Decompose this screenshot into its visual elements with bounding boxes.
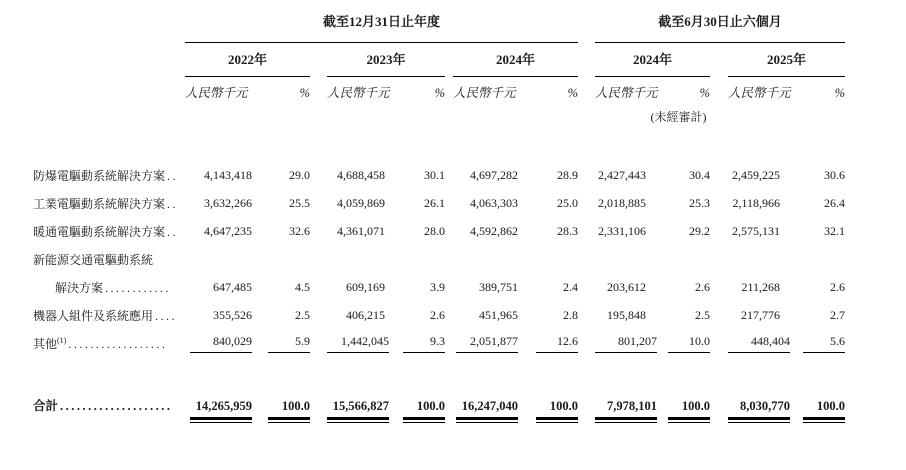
dot-leader: .................. bbox=[68, 336, 168, 351]
total-percent-cell: 100.0 bbox=[785, 397, 845, 423]
unit-percent-2024-interim: % bbox=[699, 86, 711, 100]
amount-cell: 448,404 bbox=[728, 329, 785, 357]
amount-cell: 2,459,225 bbox=[732, 167, 781, 182]
total-amount-cell: 14,265,959 bbox=[185, 397, 257, 423]
amount-cell: 2,575,131 bbox=[732, 223, 781, 238]
percent-cell: 3.9 bbox=[430, 279, 445, 294]
table-row-robotics bbox=[0, 301, 845, 329]
year-2025: 2025年 bbox=[728, 43, 845, 77]
amount-cell: 4,143,418 bbox=[204, 167, 252, 182]
amount-cell: 2,331,106 bbox=[598, 223, 647, 238]
table-row-new-energy-line1 bbox=[0, 245, 845, 273]
footnote-marker: (1) bbox=[57, 335, 67, 345]
percent-cell: 26.4 bbox=[824, 195, 846, 210]
amount-cell: 609,169 bbox=[346, 279, 385, 294]
total-amount-cell: 15,566,827 bbox=[327, 397, 390, 423]
percent-cell: 25.0 bbox=[557, 195, 579, 210]
dot-leader: ............ bbox=[105, 280, 172, 295]
amount-cell: 217,776 bbox=[741, 307, 781, 322]
total-percent-cell: 100.0 bbox=[390, 397, 445, 423]
amount-cell: 389,751 bbox=[479, 279, 518, 294]
year-2024: 2024年 bbox=[453, 43, 578, 77]
row-label: 暖通電驅動系統解決方案 .. bbox=[33, 224, 179, 239]
percent-cell: 2.6 bbox=[695, 279, 711, 294]
percent-cell: 2.7 bbox=[830, 307, 846, 322]
unit-amount-2024: 人民幣千元 bbox=[453, 86, 516, 100]
percent-cell: 28.9 bbox=[557, 167, 579, 182]
dot-leader: .. bbox=[167, 224, 179, 239]
percent-cell: 4.5 bbox=[295, 279, 310, 294]
table-row-explosion-proof bbox=[0, 161, 845, 189]
unit-percent-2025: % bbox=[834, 86, 846, 100]
percent-cell: 9.3 bbox=[390, 329, 445, 357]
year-2024-interim: 2024年 bbox=[595, 43, 710, 77]
row-label: 其他$^{(1)}$ .................. bbox=[33, 335, 168, 351]
amount-cell: 3,632,266 bbox=[204, 195, 252, 210]
dot-leader: .................... bbox=[60, 399, 173, 413]
unit-percent-2022: % bbox=[299, 86, 310, 100]
row-label: 機器人組件及系統應用 .... bbox=[33, 308, 178, 323]
percent-cell: 29.0 bbox=[289, 167, 310, 182]
unit-amount-2025: 人民幣千元 bbox=[728, 86, 791, 100]
percent-cell: 25.3 bbox=[689, 195, 711, 210]
unit-amount-2023: 人民幣千元 bbox=[327, 86, 390, 100]
percent-cell: 32.1 bbox=[824, 223, 846, 238]
percent-cell: 10.0 bbox=[651, 329, 710, 357]
amount-cell: 355,526 bbox=[213, 307, 252, 322]
amount-cell: 2,051,877 bbox=[453, 329, 523, 357]
total-percent-cell: 100.0 bbox=[651, 397, 710, 423]
amount-cell: 195,848 bbox=[607, 307, 647, 322]
amount-cell: 203,612 bbox=[607, 279, 647, 294]
amount-cell: 2,018,885 bbox=[598, 195, 647, 210]
percent-cell: 32.6 bbox=[289, 223, 310, 238]
unit-percent-2023: % bbox=[434, 86, 445, 100]
percent-cell: 26.1 bbox=[424, 195, 445, 210]
total-percent-cell: 100.0 bbox=[523, 397, 578, 423]
total-amount-cell: 16,247,040 bbox=[453, 397, 523, 423]
percent-cell: 2.5 bbox=[295, 307, 310, 322]
unaudited-note: (未經審計) bbox=[650, 110, 707, 124]
total-amount-cell: 8,030,770 bbox=[728, 397, 785, 423]
amount-cell: 4,688,458 bbox=[337, 167, 385, 182]
unaudited-note-row bbox=[0, 105, 845, 129]
amount-cell: 211,268 bbox=[741, 279, 781, 294]
amount-cell: 2,118,966 bbox=[732, 195, 781, 210]
unit-amount-2024-interim: 人民幣千元 bbox=[595, 86, 658, 100]
total-amount-cell: 7,978,101 bbox=[595, 397, 651, 423]
row-label: 新能源交通電驅動系統 bbox=[33, 252, 154, 267]
dot-leader: .. bbox=[167, 168, 179, 183]
unit-amount-2022: 人民幣千元 bbox=[185, 86, 248, 100]
dot-leader: .. bbox=[167, 196, 179, 211]
row-label: 工業電驅動系統解決方案 .. bbox=[33, 196, 179, 211]
total-label: 合計 .................... bbox=[33, 399, 173, 413]
percent-cell: 5.9 bbox=[257, 329, 310, 357]
unit-percent-2024: % bbox=[567, 86, 579, 100]
percent-cell: 2.6 bbox=[430, 307, 445, 322]
year-2023: 2023年 bbox=[327, 43, 445, 77]
table-row-hvac bbox=[0, 217, 845, 245]
period-header-annual: 截至12月31日止年度 bbox=[185, 0, 578, 43]
percent-cell: 2.4 bbox=[563, 279, 579, 294]
percent-cell: 2.8 bbox=[563, 307, 579, 322]
percent-cell: 30.4 bbox=[689, 167, 711, 182]
dot-leader: .... bbox=[155, 308, 178, 323]
row-label: 防爆電驅動系統解決方案 .. bbox=[33, 168, 179, 183]
unit-header-row bbox=[0, 77, 845, 106]
percent-cell: 5.6 bbox=[785, 329, 845, 357]
row-label: 解決方案 ............ bbox=[55, 280, 172, 295]
amount-cell: 2,427,443 bbox=[598, 167, 647, 182]
total-percent-cell: 100.0 bbox=[257, 397, 310, 423]
period-header-interim: 截至6月30日止六個月 bbox=[595, 0, 845, 43]
amount-cell: 4,697,282 bbox=[470, 167, 518, 182]
group-gap bbox=[578, 0, 595, 43]
table-row-industrial bbox=[0, 189, 845, 217]
amount-cell: 840,029 bbox=[185, 329, 257, 357]
table-row-total bbox=[0, 397, 845, 423]
table-row-others bbox=[0, 329, 845, 357]
amount-cell: 4,059,869 bbox=[337, 195, 385, 210]
percent-cell: 28.0 bbox=[424, 223, 445, 238]
percent-cell: 12.6 bbox=[523, 329, 578, 357]
pre-total-gap bbox=[0, 357, 845, 397]
amount-cell: 4,592,862 bbox=[470, 223, 518, 238]
percent-cell: 30.6 bbox=[824, 167, 846, 182]
year-2022: 2022年 bbox=[185, 43, 310, 77]
percent-cell: 29.2 bbox=[689, 223, 711, 238]
label-column-spacer bbox=[0, 0, 185, 43]
amount-cell: 4,647,235 bbox=[204, 223, 252, 238]
percent-cell: 2.5 bbox=[695, 307, 711, 322]
percent-cell: 2.6 bbox=[830, 279, 846, 294]
amount-cell: 647,485 bbox=[213, 279, 252, 294]
percent-cell: 25.5 bbox=[289, 195, 310, 210]
amount-cell: 406,215 bbox=[346, 307, 385, 322]
percent-cell: 28.3 bbox=[557, 223, 579, 238]
amount-cell: 4,063,303 bbox=[470, 195, 518, 210]
year-header-row bbox=[0, 43, 845, 77]
amount-cell: 801,207 bbox=[595, 329, 651, 357]
table-row-new-energy-line2 bbox=[0, 273, 845, 301]
amount-cell: 1,442,045 bbox=[327, 329, 390, 357]
header-body-gap bbox=[0, 129, 845, 161]
period-group-header-row bbox=[0, 0, 845, 43]
amount-cell: 451,965 bbox=[479, 307, 518, 322]
percent-cell: 30.1 bbox=[424, 167, 445, 182]
amount-cell: 4,361,071 bbox=[337, 223, 385, 238]
